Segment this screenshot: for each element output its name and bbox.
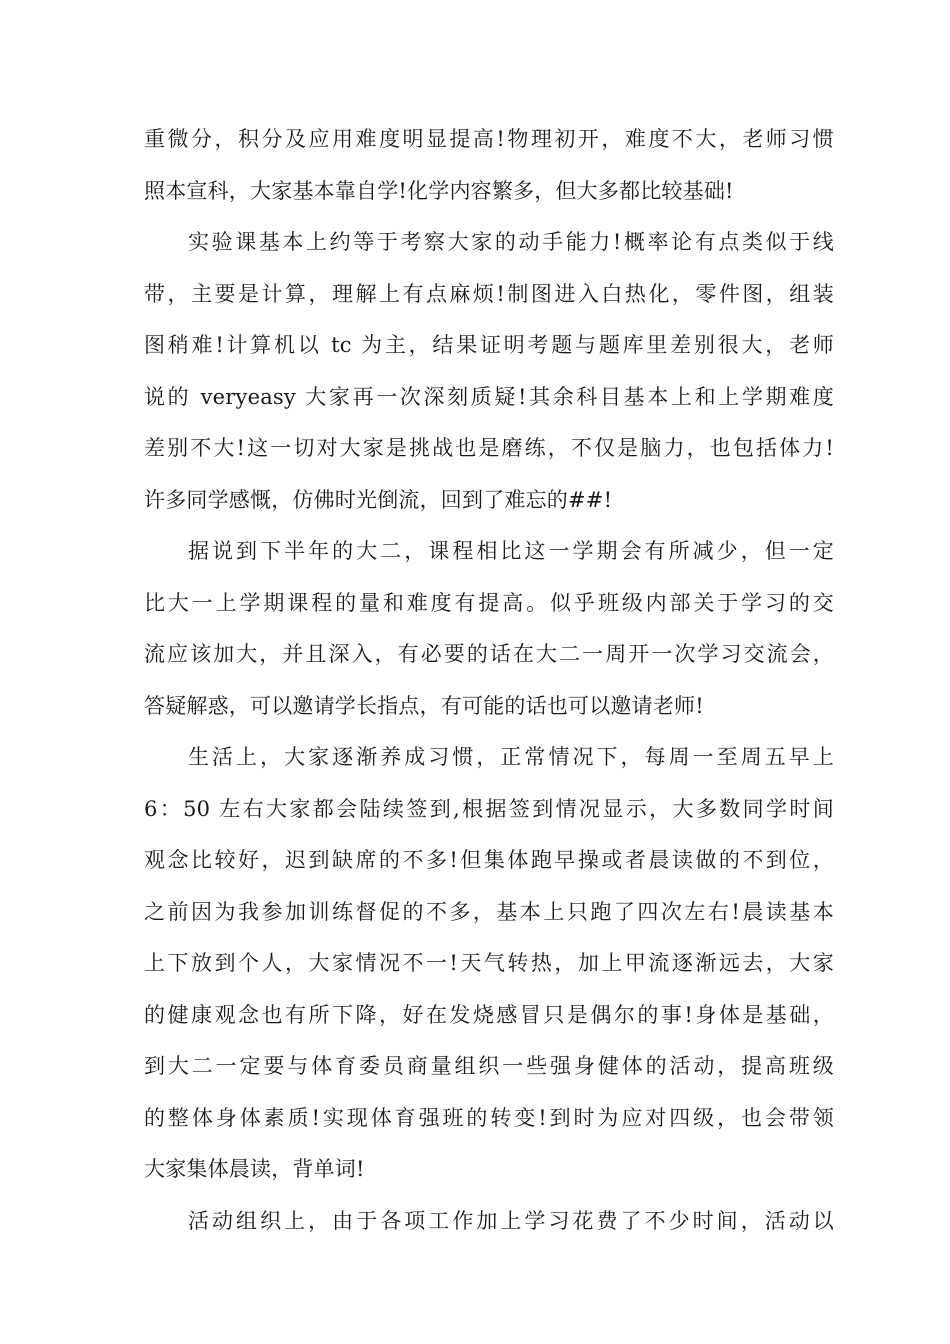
paragraph-line: 大家集体晨读，背单词! <box>144 1157 365 1181</box>
paragraph-first-line: 实验课基本上约等于考察大家的动手能力!概率论有点类似于线 <box>188 230 834 254</box>
paragraph-first-line: 生活上，大家逐渐养成习惯，正常情况下，每周一至周五早上 <box>188 745 834 769</box>
paragraph-line: 流应该加大，并且深入，有必要的话在大二一周开一次学习交流会， <box>144 642 834 666</box>
paragraph-line: 说的 veryeasy 大家再一次深刻质疑!其余科目基本上和上学期难度 <box>144 384 834 409</box>
paragraph-first-line: 据说到下半年的大二，课程相比这一学期会有所减少，但一定 <box>188 539 834 563</box>
document-body <box>144 114 834 1247</box>
paragraph-line: 6：50 左右大家都会陆续签到,根据签到情况显示，大多数同学时间 <box>144 796 834 821</box>
paragraph-line: 到大二一定要与体育委员商量组织一些强身健体的活动，提高班级 <box>144 1054 834 1078</box>
paragraph-line: 照本宣科，大家基本靠自学!化学内容繁多，但大多都比较基础! <box>144 178 734 203</box>
paragraph-line: 的整体身体素质!实现体育强班的转变!到时为应对四级，也会带领 <box>144 1105 834 1130</box>
paragraph-first-line: 活动组织上，由于各项工作加上学习花费了不少时间，活动以 <box>188 1208 834 1233</box>
paragraph-line: 答疑解惑，可以邀请学长指点，有可能的话也可以邀请老师! <box>144 693 704 718</box>
paragraph-line: 差别不大!这一切对大家是挑战也是磨练，不仅是脑力，也包括体力! <box>144 436 834 460</box>
paragraph-line: 之前因为我参加训练督促的不多，基本上只跑了四次左右!晨读基本 <box>144 899 834 924</box>
paragraph-line: 许多同学感慨，仿佛时光倒流，回到了难忘的##! <box>144 487 613 512</box>
paragraph-line: 比大一上学期课程的量和难度有提高。似乎班级内部关于学习的交 <box>144 590 834 615</box>
paragraph-line: 的健康观念也有所下降，好在发烧感冒只是偶尔的事!身体是基础， <box>144 1002 834 1027</box>
paragraph-line: 图稍难!计算机以 tc 为主，结果证明考题与题库里差别很大，老师 <box>144 333 834 357</box>
paragraph-line: 观念比较好，迟到缺席的不多!但集体跑早操或者晨读做的不到位， <box>144 848 834 872</box>
paragraph-line: 重微分，积分及应用难度明显提高!物理初开，难度不大，老师习惯 <box>144 127 834 151</box>
paragraph-line: 上下放到个人，大家情况不一!天气转热，加上甲流逐渐远去，大家 <box>144 951 834 975</box>
paragraph-line: 带，主要是计算，理解上有点麻烦!制图进入白热化，零件图，组装 <box>144 281 834 306</box>
